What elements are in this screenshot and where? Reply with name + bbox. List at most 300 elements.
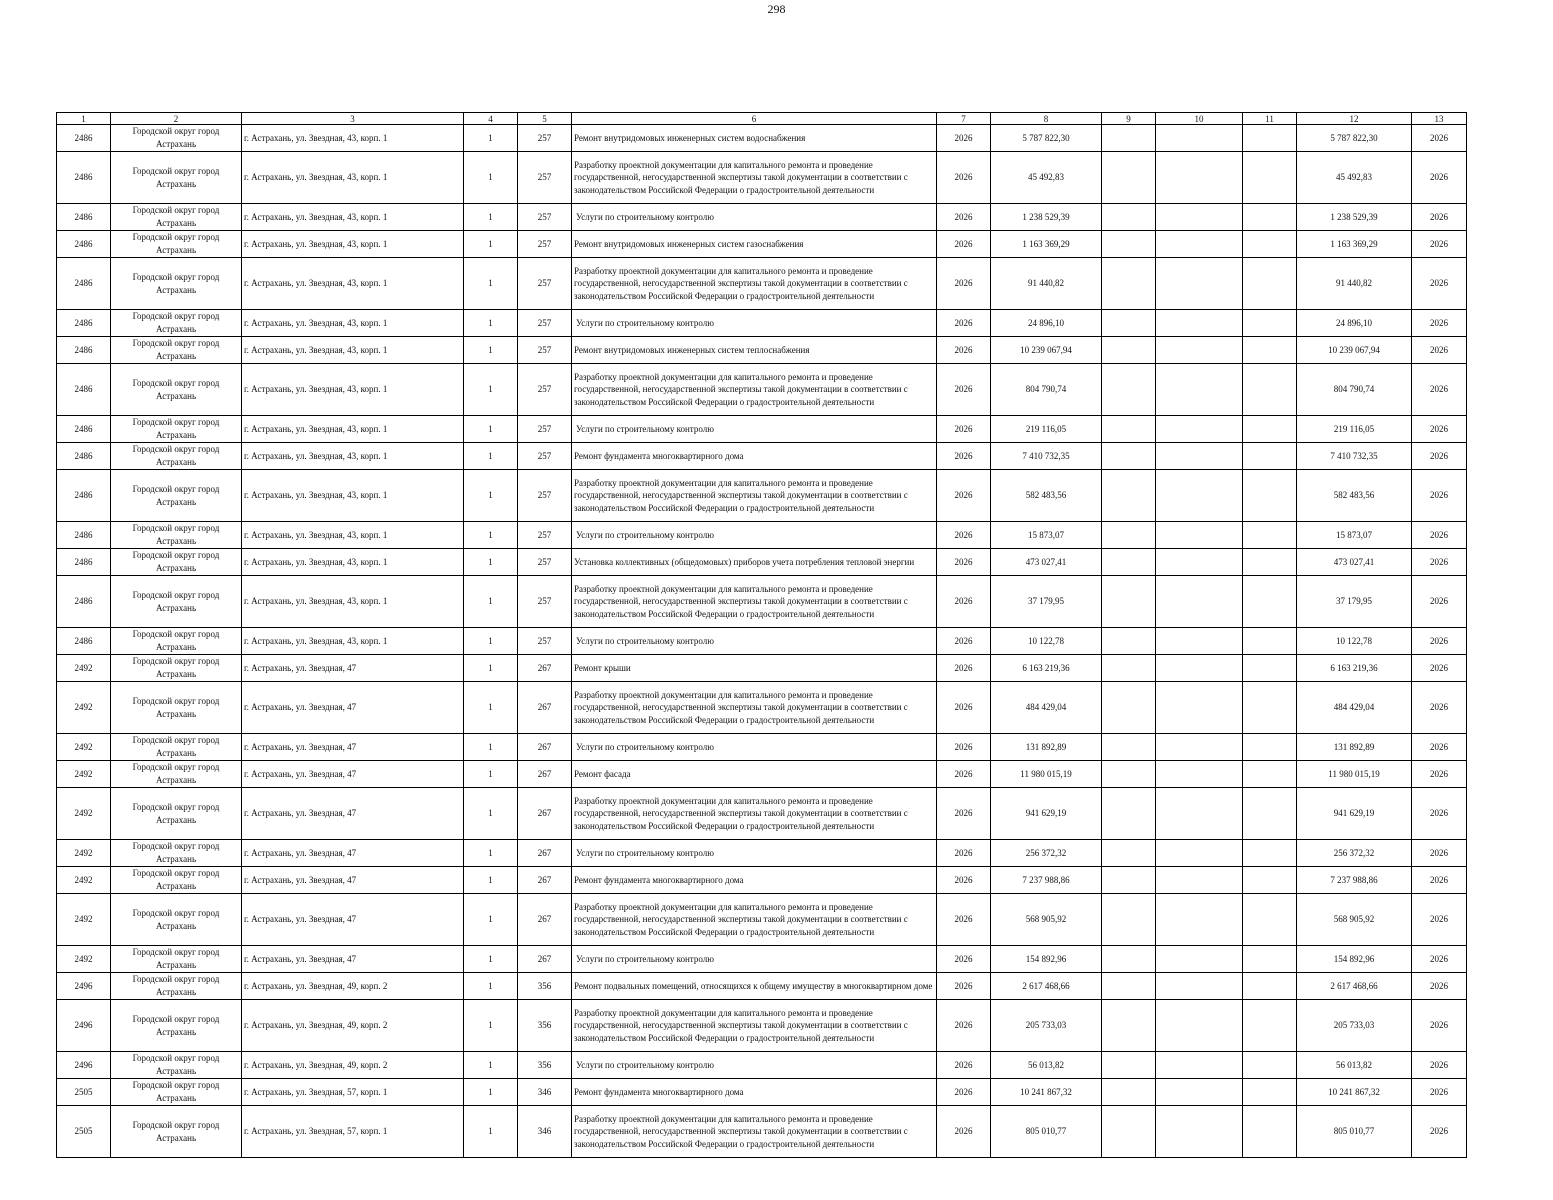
work-type-cell: Разработку проектной документации для капитального ремонта и проведение государственной, негосударственной экспертизы такой документации в соответствии с законодательством Российской Федерации о градостроительной деятельности [572, 576, 937, 628]
table-row [57, 337, 1467, 364]
record-id-cell: 2486 [57, 522, 111, 549]
record-id-cell: 2486 [57, 470, 111, 522]
year-end-cell: 2026 [1412, 125, 1467, 152]
table-row [57, 973, 1467, 1000]
col-9-value-cell [1102, 1079, 1156, 1106]
col-5-value-cell: 257 [518, 443, 572, 470]
col-4-value-cell: 1 [464, 867, 518, 894]
year-cell: 2026 [937, 682, 991, 734]
address-cell: г. Астрахань, ул. Звездная, 47 [242, 867, 464, 894]
year-cell: 2026 [937, 204, 991, 231]
address-cell: г. Астрахань, ул. Звездная, 43, корп. 1 [242, 152, 464, 204]
municipality-cell: Городской округ город Астрахань [111, 894, 242, 946]
year-end-cell: 2026 [1412, 231, 1467, 258]
col-10-value-cell [1156, 364, 1243, 416]
record-id-cell: 2486 [57, 443, 111, 470]
municipality-cell: Городской округ город Астрахань [111, 576, 242, 628]
total-cost-cell: 15 873,07 [1297, 522, 1412, 549]
year-cell: 2026 [937, 1052, 991, 1079]
year-cell: 2026 [937, 258, 991, 310]
total-cost-cell: 582 483,56 [1297, 470, 1412, 522]
col-9-value-cell [1102, 840, 1156, 867]
cost-cell: 56 013,82 [991, 1052, 1102, 1079]
municipality-cell: Городской округ город Астрахань [111, 628, 242, 655]
col-5-value-cell: 257 [518, 522, 572, 549]
year-end-cell: 2026 [1412, 204, 1467, 231]
col-4-value-cell: 1 [464, 1106, 518, 1158]
table-row [57, 470, 1467, 522]
year-end-cell: 2026 [1412, 576, 1467, 628]
col-5-value-cell: 257 [518, 416, 572, 443]
col-5-value-cell: 356 [518, 973, 572, 1000]
col-9-value-cell [1102, 522, 1156, 549]
year-cell: 2026 [937, 946, 991, 973]
column-header-2: 2 [111, 113, 242, 125]
total-cost-cell: 24 896,10 [1297, 310, 1412, 337]
cost-cell: 7 237 988,86 [991, 867, 1102, 894]
capital-repair-table [56, 112, 1467, 1158]
record-id-cell: 2486 [57, 628, 111, 655]
table-row [57, 522, 1467, 549]
work-type-cell: Услуги по строительному контролю [572, 416, 937, 443]
col-4-value-cell: 1 [464, 549, 518, 576]
col-9-value-cell [1102, 443, 1156, 470]
year-end-cell: 2026 [1412, 416, 1467, 443]
col-10-value-cell [1156, 1052, 1243, 1079]
col-9-value-cell [1102, 682, 1156, 734]
work-type-cell: Услуги по строительному контролю [572, 310, 937, 337]
column-header-7: 7 [937, 113, 991, 125]
record-id-cell: 2496 [57, 973, 111, 1000]
work-type-cell: Разработку проектной документации для капитального ремонта и проведение государственной, негосударственной экспертизы такой документации в соответствии с законодательством Российской Федерации о градостроительной деятельности [572, 894, 937, 946]
year-end-cell: 2026 [1412, 840, 1467, 867]
address-cell: г. Астрахань, ул. Звездная, 43, корп. 1 [242, 443, 464, 470]
work-type-cell: Разработку проектной документации для капитального ремонта и проведение государственной, негосударственной экспертизы такой документации в соответствии с законодательством Российской Федерации о градостроительной деятельности [572, 1000, 937, 1052]
municipality-cell: Городской округ город Астрахань [111, 1052, 242, 1079]
total-cost-cell: 205 733,03 [1297, 1000, 1412, 1052]
address-cell: г. Астрахань, ул. Звездная, 43, корп. 1 [242, 204, 464, 231]
record-id-cell: 2496 [57, 1000, 111, 1052]
col-10-value-cell [1156, 1079, 1243, 1106]
col-9-value-cell [1102, 364, 1156, 416]
col-10-value-cell [1156, 894, 1243, 946]
col-9-value-cell [1102, 628, 1156, 655]
col-5-value-cell: 267 [518, 840, 572, 867]
cost-cell: 582 483,56 [991, 470, 1102, 522]
col-11-value-cell [1243, 628, 1297, 655]
col-5-value-cell: 346 [518, 1079, 572, 1106]
address-cell: г. Астрахань, ул. Звездная, 43, корп. 1 [242, 337, 464, 364]
col-4-value-cell: 1 [464, 416, 518, 443]
col-4-value-cell: 1 [464, 1052, 518, 1079]
work-type-cell: Ремонт подвальных помещений, относящихся к общему имуществу в многоквартирном доме [572, 973, 937, 1000]
col-5-value-cell: 356 [518, 1000, 572, 1052]
year-end-cell: 2026 [1412, 443, 1467, 470]
total-cost-cell: 219 116,05 [1297, 416, 1412, 443]
year-cell: 2026 [937, 416, 991, 443]
col-5-value-cell: 257 [518, 231, 572, 258]
municipality-cell: Городской округ город Астрахань [111, 443, 242, 470]
work-type-cell: Разработку проектной документации для капитального ремонта и проведение государственной, негосударственной экспертизы такой документации в соответствии с законодательством Российской Федерации о градостроительной деятельности [572, 682, 937, 734]
year-cell: 2026 [937, 628, 991, 655]
col-11-value-cell [1243, 867, 1297, 894]
col-9-value-cell [1102, 894, 1156, 946]
col-4-value-cell: 1 [464, 258, 518, 310]
col-10-value-cell [1156, 416, 1243, 443]
total-cost-cell: 11 980 015,19 [1297, 761, 1412, 788]
col-5-value-cell: 267 [518, 682, 572, 734]
year-end-cell: 2026 [1412, 946, 1467, 973]
col-9-value-cell [1102, 125, 1156, 152]
col-4-value-cell: 1 [464, 310, 518, 337]
address-cell: г. Астрахань, ул. Звездная, 43, корп. 1 [242, 470, 464, 522]
col-4-value-cell: 1 [464, 682, 518, 734]
municipality-cell: Городской округ город Астрахань [111, 337, 242, 364]
col-4-value-cell: 1 [464, 364, 518, 416]
work-type-cell: Разработку проектной документации для капитального ремонта и проведение государственной, негосударственной экспертизы такой документации в соответствии с законодательством Российской Федерации о градостроительной деятельности [572, 258, 937, 310]
address-cell: г. Астрахань, ул. Звездная, 43, корп. 1 [242, 125, 464, 152]
col-9-value-cell [1102, 310, 1156, 337]
cost-cell: 11 980 015,19 [991, 761, 1102, 788]
col-4-value-cell: 1 [464, 470, 518, 522]
col-5-value-cell: 257 [518, 258, 572, 310]
cost-cell: 473 027,41 [991, 549, 1102, 576]
cost-cell: 10 122,78 [991, 628, 1102, 655]
cost-cell: 484 429,04 [991, 682, 1102, 734]
total-cost-cell: 10 239 067,94 [1297, 337, 1412, 364]
record-id-cell: 2486 [57, 337, 111, 364]
col-10-value-cell [1156, 310, 1243, 337]
col-5-value-cell: 267 [518, 655, 572, 682]
col-10-value-cell [1156, 655, 1243, 682]
col-5-value-cell: 267 [518, 946, 572, 973]
total-cost-cell: 56 013,82 [1297, 1052, 1412, 1079]
col-5-value-cell: 257 [518, 470, 572, 522]
year-end-cell: 2026 [1412, 1000, 1467, 1052]
total-cost-cell: 131 892,89 [1297, 734, 1412, 761]
col-5-value-cell: 267 [518, 734, 572, 761]
work-type-cell: Услуги по строительному контролю [572, 840, 937, 867]
municipality-cell: Городской округ город Астрахань [111, 258, 242, 310]
col-11-value-cell [1243, 655, 1297, 682]
record-id-cell: 2492 [57, 894, 111, 946]
work-type-cell: Услуги по строительному контролю [572, 628, 937, 655]
year-cell: 2026 [937, 734, 991, 761]
year-cell: 2026 [937, 152, 991, 204]
table-body [57, 125, 1467, 1158]
table-row [57, 364, 1467, 416]
work-type-cell: Услуги по строительному контролю [572, 522, 937, 549]
address-cell: г. Астрахань, ул. Звездная, 57, корп. 1 [242, 1106, 464, 1158]
municipality-cell: Городской округ город Астрахань [111, 1106, 242, 1158]
work-type-cell: Разработку проектной документации для капитального ремонта и проведение государственной, негосударственной экспертизы такой документации в соответствии с законодательством Российской Федерации о градостроительной деятельности [572, 1106, 937, 1158]
year-end-cell: 2026 [1412, 152, 1467, 204]
year-cell: 2026 [937, 549, 991, 576]
municipality-cell: Городской округ город Астрахань [111, 125, 242, 152]
col-4-value-cell: 1 [464, 973, 518, 1000]
col-11-value-cell [1243, 576, 1297, 628]
col-10-value-cell [1156, 682, 1243, 734]
col-9-value-cell [1102, 655, 1156, 682]
total-cost-cell: 804 790,74 [1297, 364, 1412, 416]
work-type-cell: Ремонт фундамента многоквартирного дома [572, 1079, 937, 1106]
address-cell: г. Астрахань, ул. Звездная, 43, корп. 1 [242, 364, 464, 416]
municipality-cell: Городской округ город Астрахань [111, 470, 242, 522]
col-11-value-cell [1243, 734, 1297, 761]
address-cell: г. Астрахань, ул. Звездная, 43, корп. 1 [242, 576, 464, 628]
col-11-value-cell [1243, 1106, 1297, 1158]
year-cell: 2026 [937, 310, 991, 337]
work-type-cell: Ремонт внутридомовых инженерных систем теплоснабжения [572, 337, 937, 364]
col-10-value-cell [1156, 204, 1243, 231]
col-9-value-cell [1102, 231, 1156, 258]
table-row [57, 125, 1467, 152]
record-id-cell: 2486 [57, 258, 111, 310]
col-11-value-cell [1243, 1052, 1297, 1079]
table-row [57, 682, 1467, 734]
col-11-value-cell [1243, 682, 1297, 734]
record-id-cell: 2486 [57, 152, 111, 204]
cost-cell: 6 163 219,36 [991, 655, 1102, 682]
municipality-cell: Городской округ город Астрахань [111, 946, 242, 973]
work-type-cell: Ремонт крыши [572, 655, 937, 682]
year-end-cell: 2026 [1412, 682, 1467, 734]
year-cell: 2026 [937, 788, 991, 840]
col-11-value-cell [1243, 1000, 1297, 1052]
year-end-cell: 2026 [1412, 973, 1467, 1000]
col-9-value-cell [1102, 549, 1156, 576]
year-end-cell: 2026 [1412, 734, 1467, 761]
table-row [57, 1052, 1467, 1079]
record-id-cell: 2486 [57, 364, 111, 416]
col-9-value-cell [1102, 761, 1156, 788]
total-cost-cell: 37 179,95 [1297, 576, 1412, 628]
year-end-cell: 2026 [1412, 258, 1467, 310]
record-id-cell: 2486 [57, 231, 111, 258]
address-cell: г. Астрахань, ул. Звездная, 47 [242, 894, 464, 946]
col-9-value-cell [1102, 204, 1156, 231]
year-cell: 2026 [937, 840, 991, 867]
cost-cell: 37 179,95 [991, 576, 1102, 628]
col-9-value-cell [1102, 946, 1156, 973]
cost-cell: 2 617 468,66 [991, 973, 1102, 1000]
year-cell: 2026 [937, 655, 991, 682]
year-end-cell: 2026 [1412, 310, 1467, 337]
year-cell: 2026 [937, 761, 991, 788]
year-end-cell: 2026 [1412, 549, 1467, 576]
address-cell: г. Астрахань, ул. Звездная, 57, корп. 1 [242, 1079, 464, 1106]
col-10-value-cell [1156, 867, 1243, 894]
col-5-value-cell: 257 [518, 125, 572, 152]
year-end-cell: 2026 [1412, 1106, 1467, 1158]
col-10-value-cell [1156, 549, 1243, 576]
year-end-cell: 2026 [1412, 1052, 1467, 1079]
total-cost-cell: 154 892,96 [1297, 946, 1412, 973]
record-id-cell: 2486 [57, 549, 111, 576]
work-type-cell: Установка коллективных (общедомовых) приборов учета потребления тепловой энергии [572, 549, 937, 576]
address-cell: г. Астрахань, ул. Звездная, 43, корп. 1 [242, 416, 464, 443]
col-11-value-cell [1243, 470, 1297, 522]
municipality-cell: Городской округ город Астрахань [111, 788, 242, 840]
col-10-value-cell [1156, 734, 1243, 761]
record-id-cell: 2505 [57, 1106, 111, 1158]
col-10-value-cell [1156, 258, 1243, 310]
total-cost-cell: 1 163 369,29 [1297, 231, 1412, 258]
year-cell: 2026 [937, 364, 991, 416]
col-11-value-cell [1243, 204, 1297, 231]
municipality-cell: Городской округ город Астрахань [111, 522, 242, 549]
col-11-value-cell [1243, 231, 1297, 258]
cost-cell: 568 905,92 [991, 894, 1102, 946]
work-type-cell: Ремонт фундамента многоквартирного дома [572, 867, 937, 894]
year-cell: 2026 [937, 125, 991, 152]
col-10-value-cell [1156, 576, 1243, 628]
column-header-10: 10 [1156, 113, 1243, 125]
col-11-value-cell [1243, 125, 1297, 152]
col-11-value-cell [1243, 337, 1297, 364]
col-9-value-cell [1102, 576, 1156, 628]
total-cost-cell: 45 492,83 [1297, 152, 1412, 204]
col-11-value-cell [1243, 364, 1297, 416]
total-cost-cell: 484 429,04 [1297, 682, 1412, 734]
address-cell: г. Астрахань, ул. Звездная, 47 [242, 655, 464, 682]
municipality-cell: Городской округ город Астрахань [111, 734, 242, 761]
cost-cell: 15 873,07 [991, 522, 1102, 549]
work-type-cell: Разработку проектной документации для капитального ремонта и проведение государственной, негосударственной экспертизы такой документации в соответствии с законодательством Российской Федерации о градостроительной деятельности [572, 152, 937, 204]
address-cell: г. Астрахань, ул. Звездная, 43, корп. 1 [242, 310, 464, 337]
col-9-value-cell [1102, 337, 1156, 364]
col-5-value-cell: 257 [518, 576, 572, 628]
col-10-value-cell [1156, 788, 1243, 840]
table-row [57, 416, 1467, 443]
col-5-value-cell: 257 [518, 152, 572, 204]
year-end-cell: 2026 [1412, 1079, 1467, 1106]
col-11-value-cell [1243, 416, 1297, 443]
year-end-cell: 2026 [1412, 337, 1467, 364]
cost-cell: 941 629,19 [991, 788, 1102, 840]
record-id-cell: 2492 [57, 840, 111, 867]
col-4-value-cell: 1 [464, 522, 518, 549]
col-9-value-cell [1102, 734, 1156, 761]
table-row [57, 1106, 1467, 1158]
col-10-value-cell [1156, 973, 1243, 1000]
col-5-value-cell: 267 [518, 788, 572, 840]
year-cell: 2026 [937, 867, 991, 894]
table-row [57, 655, 1467, 682]
cost-cell: 7 410 732,35 [991, 443, 1102, 470]
total-cost-cell: 7 410 732,35 [1297, 443, 1412, 470]
year-end-cell: 2026 [1412, 867, 1467, 894]
column-header-5: 5 [518, 113, 572, 125]
municipality-cell: Городской округ город Астрахань [111, 867, 242, 894]
cost-cell: 1 238 529,39 [991, 204, 1102, 231]
cost-cell: 805 010,77 [991, 1106, 1102, 1158]
total-cost-cell: 91 440,82 [1297, 258, 1412, 310]
page-number: 298 [767, 2, 786, 16]
record-id-cell: 2486 [57, 416, 111, 443]
cost-cell: 91 440,82 [991, 258, 1102, 310]
col-11-value-cell [1243, 761, 1297, 788]
year-cell: 2026 [937, 522, 991, 549]
col-11-value-cell [1243, 258, 1297, 310]
work-type-cell: Разработку проектной документации для капитального ремонта и проведение государственной, негосударственной экспертизы такой документации в соответствии с законодательством Российской Федерации о градостроительной деятельности [572, 788, 937, 840]
address-cell: г. Астрахань, ул. Звездная, 43, корп. 1 [242, 549, 464, 576]
table-row [57, 894, 1467, 946]
address-cell: г. Астрахань, ул. Звездная, 47 [242, 761, 464, 788]
record-id-cell: 2486 [57, 204, 111, 231]
table-row [57, 549, 1467, 576]
table-row [57, 1000, 1467, 1052]
municipality-cell: Городской округ город Астрахань [111, 840, 242, 867]
year-end-cell: 2026 [1412, 894, 1467, 946]
work-type-cell: Ремонт внутридомовых инженерных систем газоснабжения [572, 231, 937, 258]
work-type-cell: Разработку проектной документации для капитального ремонта и проведение государственной, негосударственной экспертизы такой документации в соответствии с законодательством Российской Федерации о градостроительной деятельности [572, 470, 937, 522]
col-10-value-cell [1156, 443, 1243, 470]
col-10-value-cell [1156, 522, 1243, 549]
cost-cell: 154 892,96 [991, 946, 1102, 973]
table-row [57, 840, 1467, 867]
col-10-value-cell [1156, 1106, 1243, 1158]
year-cell: 2026 [937, 973, 991, 1000]
table-row [57, 628, 1467, 655]
col-11-value-cell [1243, 788, 1297, 840]
address-cell: г. Астрахань, ул. Звездная, 49, корп. 2 [242, 1052, 464, 1079]
col-4-value-cell: 1 [464, 1000, 518, 1052]
cost-cell: 10 241 867,32 [991, 1079, 1102, 1106]
cost-cell: 45 492,83 [991, 152, 1102, 204]
col-4-value-cell: 1 [464, 761, 518, 788]
col-4-value-cell: 1 [464, 894, 518, 946]
col-4-value-cell: 1 [464, 152, 518, 204]
cost-cell: 256 372,32 [991, 840, 1102, 867]
col-4-value-cell: 1 [464, 946, 518, 973]
col-9-value-cell [1102, 788, 1156, 840]
year-cell: 2026 [937, 231, 991, 258]
col-11-value-cell [1243, 840, 1297, 867]
address-cell: г. Астрахань, ул. Звездная, 49, корп. 2 [242, 973, 464, 1000]
header-row [57, 113, 1467, 125]
year-cell: 2026 [937, 1079, 991, 1106]
cost-cell: 1 163 369,29 [991, 231, 1102, 258]
municipality-cell: Городской округ город Астрахань [111, 152, 242, 204]
table-row [57, 258, 1467, 310]
address-cell: г. Астрахань, ул. Звездная, 43, корп. 1 [242, 628, 464, 655]
col-10-value-cell [1156, 337, 1243, 364]
column-header-4: 4 [464, 113, 518, 125]
col-9-value-cell [1102, 1106, 1156, 1158]
col-4-value-cell: 1 [464, 443, 518, 470]
col-11-value-cell [1243, 443, 1297, 470]
year-end-cell: 2026 [1412, 364, 1467, 416]
address-cell: г. Астрахань, ул. Звездная, 47 [242, 946, 464, 973]
cost-cell: 205 733,03 [991, 1000, 1102, 1052]
col-10-value-cell [1156, 1000, 1243, 1052]
table-row [57, 443, 1467, 470]
col-5-value-cell: 257 [518, 204, 572, 231]
col-5-value-cell: 346 [518, 1106, 572, 1158]
municipality-cell: Городской округ город Астрахань [111, 416, 242, 443]
work-type-cell: Услуги по строительному контролю [572, 204, 937, 231]
record-id-cell: 2486 [57, 125, 111, 152]
record-id-cell: 2486 [57, 576, 111, 628]
total-cost-cell: 805 010,77 [1297, 1106, 1412, 1158]
col-4-value-cell: 1 [464, 337, 518, 364]
column-header-6: 6 [572, 113, 937, 125]
year-end-cell: 2026 [1412, 628, 1467, 655]
municipality-cell: Городской округ город Астрахань [111, 1000, 242, 1052]
table-row [57, 761, 1467, 788]
year-end-cell: 2026 [1412, 788, 1467, 840]
